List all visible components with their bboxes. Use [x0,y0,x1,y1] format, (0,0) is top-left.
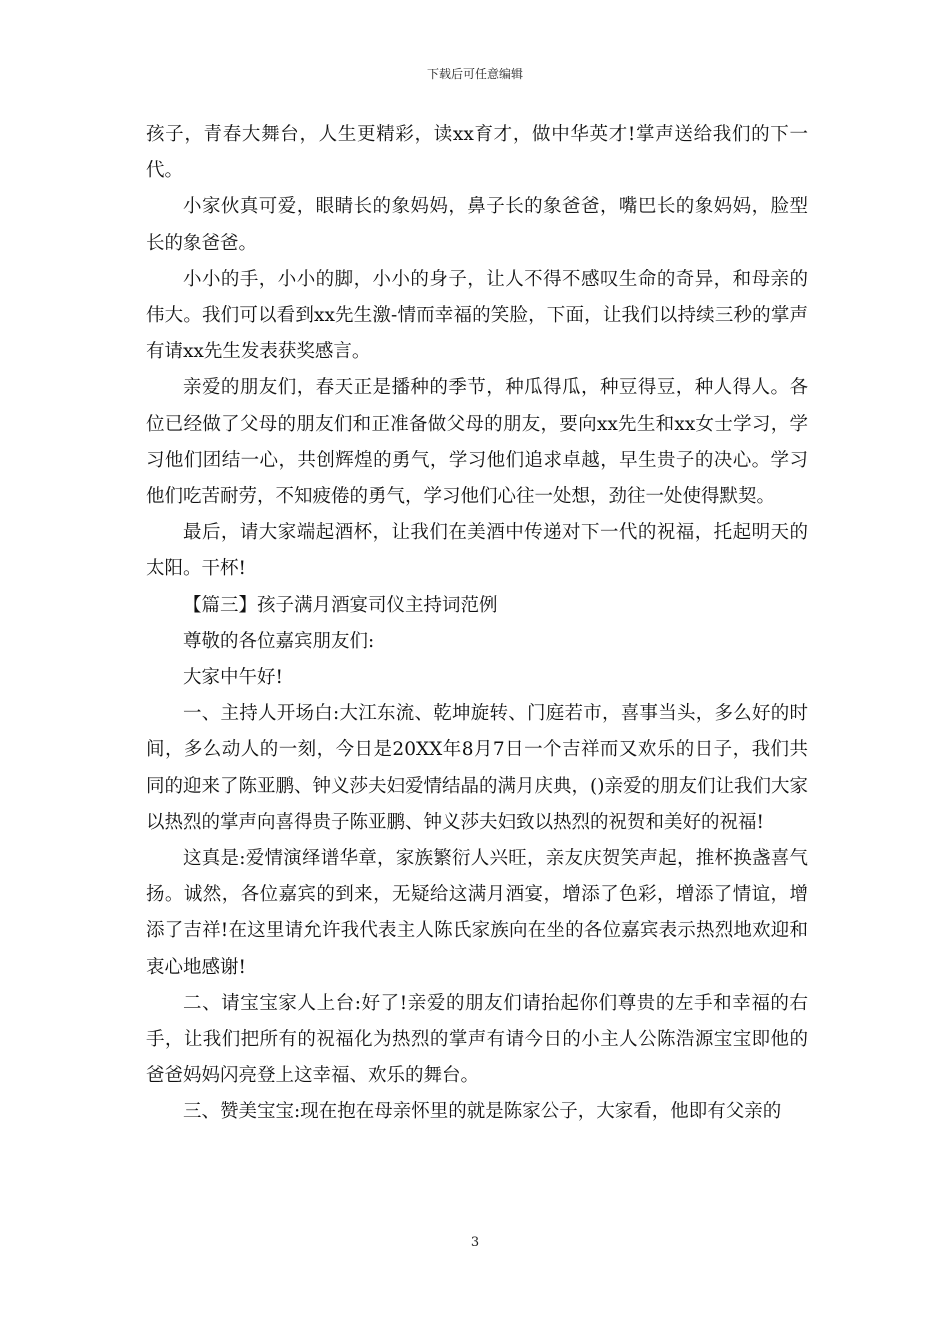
salutation: 尊敬的各位嘉宾朋友们: [183,630,375,652]
paragraph: 三、赞美宝宝:现在抱在母亲怀里的就是陈家公子，大家看，他即有父亲的 [183,1101,782,1123]
paragraph: 小小的手，小小的脚，小小的身子，让人不得不感叹生命的奇异，和母亲的伟大。我们可以看到xx先生激-情而幸福的笑脸，下面，让我们以持续三秒的掌声有请xx先生发表获奖感言。 [146,268,808,363]
paragraph: 孩子，青春大舞台，人生更精彩，读xx育才，做中华英才!掌声送给我们的下一代。 [146,124,808,182]
page-header: 下载后可任意编辑 [426,67,523,81]
document-body [146,117,808,1131]
page-number: 3 [470,1235,480,1250]
section-heading: 【篇三】孩子满月酒宴司仪主持词范例 [183,594,498,616]
paragraph: 这真是:爱情演绎谱华章，家族繁衍人兴旺，亲友庆贺笑声起，推杯换盏喜气扬。诚然，各位嘉宾的到来，无疑给这满月酒宴，增添了色彩，增添了情谊，增添了吉祥!在这里请允许我代表主人陈氏家族向在坐的各位嘉宾表示热烈地欢迎和衷心地感谢! [146,848,808,978]
paragraph: 最后，请大家端起酒杯，让我们在美酒中传递对下一代的祝福，托起明天的太阳。干杯! [146,522,808,580]
paragraph: 二、请宝宝家人上台:好了!亲爱的朋友们请抬起你们尊贵的左手和幸福的右手，让我们把所有的祝福化为热烈的掌声有请今日的小主人公陈浩源宝宝即他的爸爸妈妈闪亮登上这幸福、欢乐的舞台。 [146,992,808,1087]
paragraph: 一、主持人开场白:大江东流、乾坤旋转、门庭若市，喜事当头，多么好的时间，多么动人的一刻，今日是20XX年8月7日一个吉祥而又欢乐的日子，我们共同的迎来了陈亚鹏、钟义莎夫妇爱情结晶的满月庆典，()亲爱的朋友们让我们大家以热烈的掌声向喜得贵子陈亚鹏、钟义莎夫妇致以热烈的祝贺和美好的祝福! [146,703,808,833]
greeting: 大家中午好! [183,667,283,689]
paragraph: 亲爱的朋友们，春天正是播种的季节，种瓜得瓜，种豆得豆，种人得人。各位已经做了父母的朋友们和正准备做父母的朋友，要向xx先生和xx女士学习，学习他们团结一心，共创辉煌的勇气，学习他们追求卓越，早生贵子的决心。学习他们吃苦耐劳，不知疲倦的勇气，学习他们心往一处想，劲往一处使得默契。 [146,377,808,508]
paragraph: 小家伙真可爱，眼睛长的象妈妈，鼻子长的象爸爸，嘴巴长的象妈妈，脸型长的象爸爸。 [146,196,808,254]
